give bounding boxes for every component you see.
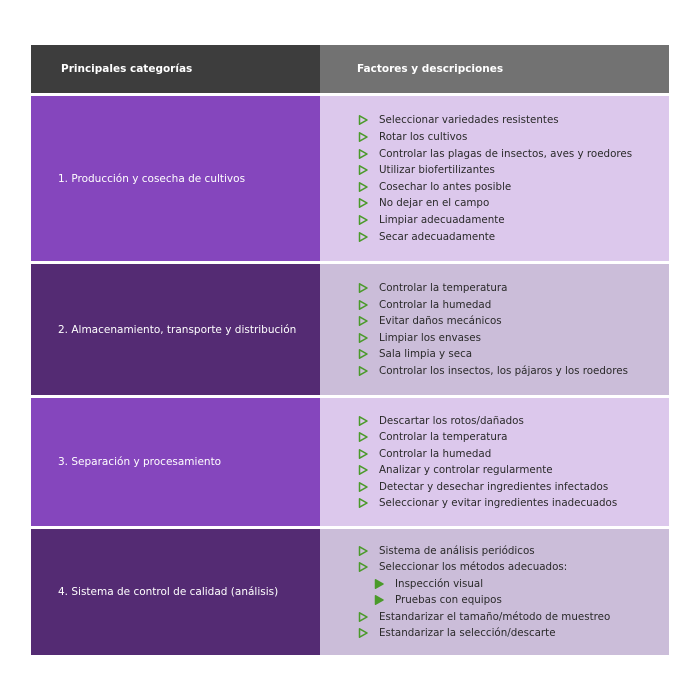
list-item-text: Sistema de análisis periódicos [379, 544, 535, 557]
list-item-text: Descartar los rotos/dañados [379, 414, 524, 427]
outline-triangle-bullet-icon [357, 282, 369, 294]
category-label: 1. Producción y cosecha de cultivos [31, 96, 320, 261]
list-item-text: Seleccionar variedades resistentes [379, 114, 559, 127]
outline-triangle-bullet-icon [357, 627, 369, 639]
outline-triangle-bullet-icon [357, 114, 369, 126]
list-item [357, 179, 669, 196]
list-item [357, 495, 669, 512]
list-item [357, 129, 669, 146]
table-header [31, 45, 669, 93]
list-item-text: No dejar en el campo [379, 197, 490, 210]
list-item [357, 429, 669, 446]
category-label: 4. Sistema de control de calidad (análisis) [31, 529, 320, 655]
list-item [357, 445, 669, 462]
outline-triangle-bullet-icon [357, 415, 369, 427]
list-item-text: Detectar y desechar ingredientes infectados [379, 480, 609, 493]
list-item [357, 462, 669, 479]
table-row [31, 398, 669, 526]
list-item [357, 195, 669, 212]
table-row [31, 96, 669, 261]
category-label: 2. Almacenamiento, transporte y distribución [31, 264, 320, 395]
filled-triangle-bullet-icon [373, 594, 385, 606]
list-item-text: Controlar los insectos, los pájaros y los roedores [379, 364, 628, 377]
outline-triangle-bullet-icon [357, 214, 369, 226]
list-item-text: Seleccionar los métodos adecuados: [379, 561, 568, 574]
list-item [357, 330, 669, 347]
list-item [357, 559, 669, 576]
list-item [357, 112, 669, 129]
outline-triangle-bullet-icon [357, 448, 369, 460]
outline-triangle-bullet-icon [357, 561, 369, 573]
factor-list [320, 529, 669, 655]
outline-triangle-bullet-icon [357, 545, 369, 557]
list-item [357, 228, 669, 245]
list-item [357, 625, 669, 642]
list-item-text: Sala limpia y seca [379, 348, 473, 361]
outline-triangle-bullet-icon [357, 131, 369, 143]
outline-triangle-bullet-icon [357, 365, 369, 377]
list-item-text: Seleccionar y evitar ingredientes inadecuados [379, 497, 618, 510]
factors-table [31, 45, 669, 655]
list-item [357, 145, 669, 162]
factor-list [320, 96, 669, 261]
list-item [357, 162, 669, 179]
table-row [31, 529, 669, 655]
outline-triangle-bullet-icon [357, 299, 369, 311]
filled-triangle-bullet-icon [373, 578, 385, 590]
outline-triangle-bullet-icon [357, 348, 369, 360]
outline-triangle-bullet-icon [357, 431, 369, 443]
sub-list-item [357, 575, 669, 592]
list-item [357, 479, 669, 496]
list-item-text: Utilizar biofertilizantes [379, 164, 495, 177]
outline-triangle-bullet-icon [357, 148, 369, 160]
outline-triangle-bullet-icon [357, 611, 369, 623]
outline-triangle-bullet-icon [357, 197, 369, 209]
list-item-text: Inspección visual [395, 577, 484, 590]
outline-triangle-bullet-icon [357, 497, 369, 509]
outline-triangle-bullet-icon [357, 315, 369, 327]
list-item [357, 296, 669, 313]
list-item [357, 363, 669, 380]
outline-triangle-bullet-icon [357, 164, 369, 176]
list-item [357, 212, 669, 229]
factor-list [320, 264, 669, 395]
list-item-text: Controlar la temperatura [379, 282, 508, 295]
header-categories: Principales categorías [31, 45, 320, 93]
list-item-text: Estandarizar la selección/descarte [379, 627, 556, 640]
list-item-text: Pruebas con equipos [395, 594, 502, 607]
outline-triangle-bullet-icon [357, 464, 369, 476]
header-factors: Factores y descripciones [320, 45, 669, 93]
list-item [357, 280, 669, 297]
list-item-text: Secar adecuadamente [379, 230, 496, 243]
list-item-text: Evitar daños mecánicos [379, 315, 502, 328]
list-item-text: Analizar y controlar regularmente [379, 464, 553, 477]
list-item-text: Controlar la humedad [379, 298, 492, 311]
table-row [31, 264, 669, 395]
category-label: 3. Separación y procesamiento [31, 398, 320, 526]
list-item-text: Controlar la temperatura [379, 431, 508, 444]
list-item [357, 412, 669, 429]
outline-triangle-bullet-icon [357, 481, 369, 493]
factor-list [320, 398, 669, 526]
list-item-text: Limpiar los envases [379, 331, 481, 344]
list-item [357, 313, 669, 330]
list-item-text: Estandarizar el tamaño/método de muestreo [379, 610, 611, 623]
list-item-text: Rotar los cultivos [379, 131, 468, 144]
list-item [357, 609, 669, 626]
list-item-text: Controlar las plagas de insectos, aves y roedores [379, 147, 633, 160]
outline-triangle-bullet-icon [357, 332, 369, 344]
table-body [31, 96, 669, 655]
list-item [357, 542, 669, 559]
sub-list-item [357, 592, 669, 609]
list-item [357, 346, 669, 363]
outline-triangle-bullet-icon [357, 231, 369, 243]
list-item-text: Cosechar lo antes posible [379, 180, 512, 193]
list-item-text: Limpiar adecuadamente [379, 213, 505, 226]
list-item-text: Controlar la humedad [379, 447, 492, 460]
outline-triangle-bullet-icon [357, 181, 369, 193]
